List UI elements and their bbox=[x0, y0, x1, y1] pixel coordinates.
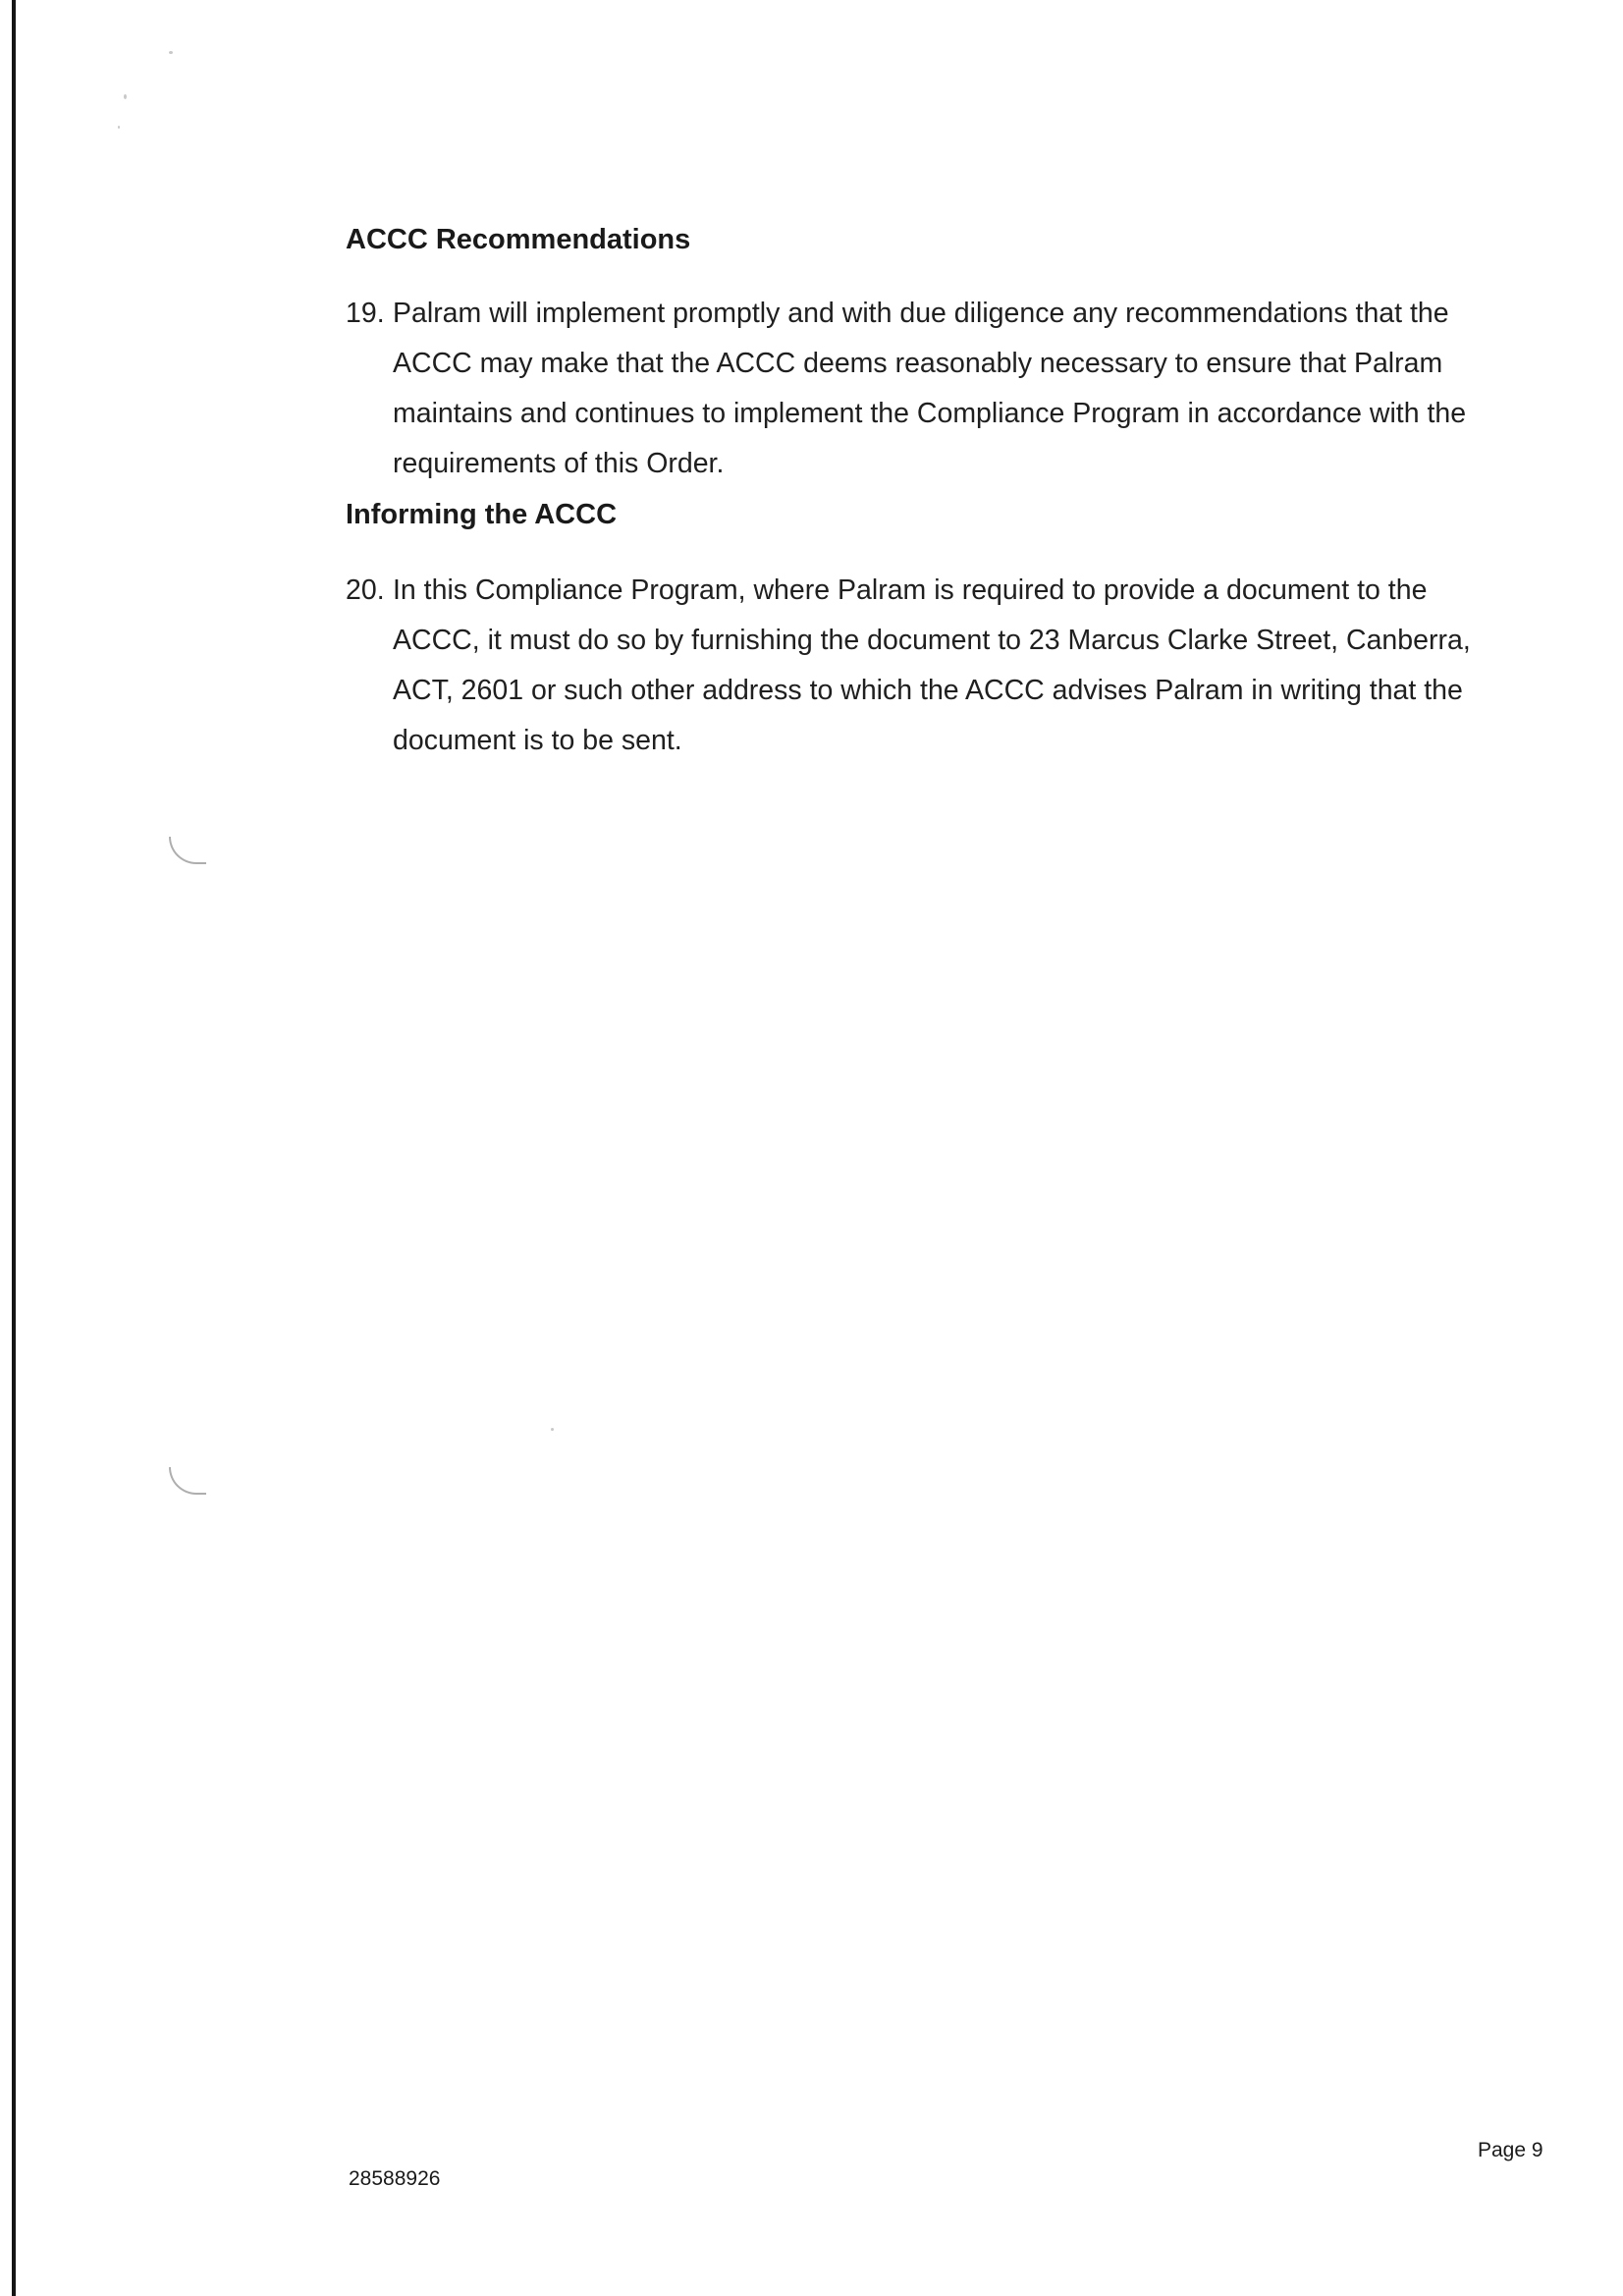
paragraph-line: Palram will implement promptly and with due diligence any recommendations that the bbox=[393, 298, 1449, 329]
scan-speck bbox=[169, 51, 173, 54]
binding-edge bbox=[12, 0, 16, 2296]
section-heading: Informing the ACCC bbox=[346, 499, 618, 530]
scan-speck bbox=[118, 126, 120, 129]
paragraph-line: requirements of this Order. bbox=[393, 448, 725, 479]
page-number: Page 9 bbox=[1478, 2139, 1543, 2161]
numbered-paragraph: 20. In this Compliance Program, where Palram is required to provide a document to the ACCC, it must do so by furnishing the document to 23 Marcus Clarke Street, Canberra, ACT, 2601 or such other address to which the ACCC advises Palram in writing that the document is to be sent. bbox=[346, 566, 1524, 766]
paragraph-line: maintains and continues to implement the Compliance Program in accordance with the bbox=[393, 398, 1467, 429]
punch-hole-mark bbox=[169, 837, 206, 864]
scan-speck bbox=[124, 94, 127, 99]
paragraph-line: ACCC may make that the ACCC deems reasonably necessary to ensure that Palram bbox=[393, 348, 1443, 379]
paragraph-text bbox=[346, 566, 1524, 766]
document-body bbox=[346, 220, 1524, 772]
paragraph-line: In this Compliance Program, where Palram is required to provide a document to the bbox=[393, 574, 1428, 606]
numbered-paragraph: 19. Palram will implement promptly and with due diligence any recommendations that the ACCC may make that the ACCC deems reasonably necessary to ensure that Palram maintains and continues to implement the Compliance Program in accordance with the requirements of this Order. bbox=[346, 289, 1524, 489]
section-heading: ACCC Recommendations bbox=[346, 224, 691, 255]
document-reference-number: 28588926 bbox=[349, 2167, 441, 2190]
paragraph-line: ACCC, it must do so by furnishing the document to 23 Marcus Clarke Street, Canberra, bbox=[393, 625, 1471, 656]
paragraph-text bbox=[346, 289, 1524, 489]
paragraph-line: document is to be sent. bbox=[393, 725, 682, 756]
paragraph-line: ACT, 2601 or such other address to which the ACCC advises Palram in writing that the bbox=[393, 675, 1463, 706]
scan-speck bbox=[551, 1428, 554, 1431]
punch-hole-mark bbox=[169, 1467, 206, 1495]
